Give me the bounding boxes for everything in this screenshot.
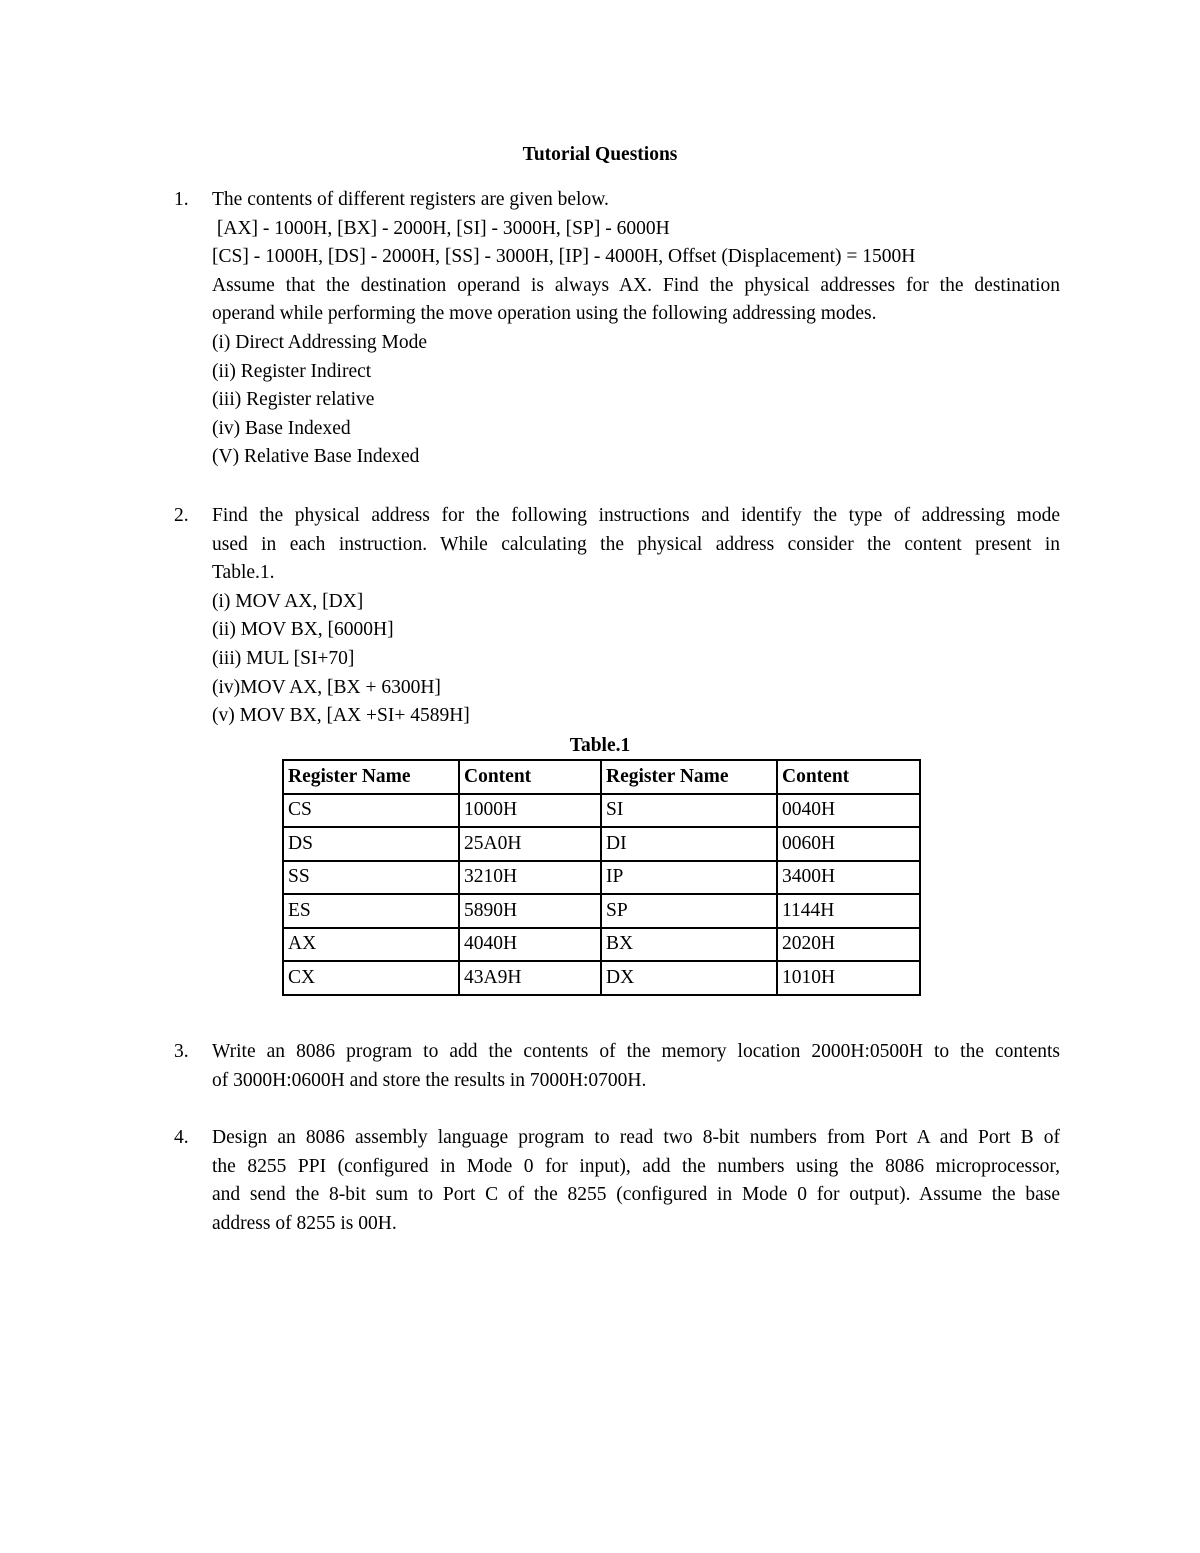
table-cell: ES	[283, 894, 459, 928]
addressing-mode-item: (i) Direct Addressing Mode	[212, 331, 427, 353]
addressing-mode-item: (iv) Base Indexed	[212, 417, 351, 439]
question-line: Table.1.	[212, 562, 275, 584]
table-cell: 25A0H	[459, 827, 601, 861]
table-cell: 5890H	[459, 894, 601, 928]
question-body	[212, 1038, 1060, 1095]
table-cell: 4040H	[459, 928, 601, 962]
question-line: used in each instruction. While calculating the physical address consider the content present in	[212, 533, 1060, 555]
table-cell: DS	[283, 827, 459, 861]
question-body	[212, 186, 1060, 472]
table-cell: SI	[601, 794, 777, 828]
question-line: operand while performing the move operation using the following addressing modes.	[212, 303, 877, 325]
table-caption: Table.1	[569, 735, 631, 756]
question-line: Design an 8086 assembly language program to read two 8-bit numbers from Port A and Port B of	[212, 1127, 1060, 1148]
table-cell: 0040H	[777, 794, 920, 828]
question-number: 2.	[174, 505, 189, 526]
table-cell: CX	[283, 961, 459, 995]
table-cell: 3210H	[459, 861, 601, 895]
table-cell: CS	[283, 794, 459, 828]
table-cell: 0060H	[777, 827, 920, 861]
question-line: Find the physical address for the following instructions and identify the type of addressing mode	[212, 505, 1060, 526]
table-row	[283, 894, 920, 928]
table-row	[283, 928, 920, 962]
page-title: Tutorial Questions	[522, 144, 678, 165]
question-line: the 8255 PPI (configured in Mode 0 for input), add the numbers using the 8086 microprocessor,	[212, 1155, 1060, 1177]
question-line: address of 8255 is 00H.	[212, 1212, 397, 1234]
question-line: [AX] - 1000H, [BX] - 2000H, [SI] - 3000H, [SP] - 6000H	[212, 217, 670, 239]
table-cell: BX	[601, 928, 777, 962]
table-cell: 1000H	[459, 794, 601, 828]
question-line: of 3000H:0600H and store the results in 7000H:0700H.	[212, 1069, 647, 1091]
table-cell: SP	[601, 894, 777, 928]
addressing-mode-item: (ii) Register Indirect	[212, 360, 372, 382]
instruction-item: (i) MOV AX, [DX]	[212, 590, 364, 612]
addressing-mode-item: (V) Relative Base Indexed	[212, 446, 420, 468]
register-table	[282, 759, 921, 996]
table-row	[283, 861, 920, 895]
table-cell: AX	[283, 928, 459, 962]
table-cell: 1010H	[777, 961, 920, 995]
table-cell: SS	[283, 861, 459, 895]
question-line: Assume that the destination operand is always AX. Find the physical addresses for the destination	[212, 274, 1060, 296]
question-line: Write an 8086 program to add the contents of the memory location 2000H:0500H to the contents	[212, 1041, 1060, 1062]
question-body	[212, 1124, 1060, 1238]
instruction-item: (ii) MOV BX, [6000H]	[212, 619, 394, 641]
question-body	[212, 502, 1060, 731]
question-line: [CS] - 1000H, [DS] - 2000H, [SS] - 3000H, [IP] - 4000H, Offset (Displacement) = 1500H	[212, 246, 916, 268]
instruction-item: (iii) MUL [SI+70]	[212, 647, 355, 669]
column-header: Content	[777, 760, 920, 794]
table-row	[283, 961, 920, 995]
table-cell: 1144H	[777, 894, 920, 928]
question-number: 1.	[174, 189, 189, 210]
table-row	[283, 827, 920, 861]
addressing-mode-item: (iii) Register relative	[212, 389, 375, 411]
table-cell: 43A9H	[459, 961, 601, 995]
question-number: 4.	[174, 1127, 189, 1148]
instruction-item: (iv)MOV AX, [BX + 6300H]	[212, 676, 441, 698]
table-row	[283, 794, 920, 828]
column-header: Register Name	[601, 760, 777, 794]
column-header: Content	[459, 760, 601, 794]
question-number: 3.	[174, 1041, 189, 1062]
instruction-item: (v) MOV BX, [AX +SI+ 4589H]	[212, 705, 470, 727]
table-header-row	[283, 760, 920, 794]
question-line: The contents of different registers are given below.	[212, 189, 609, 210]
table-cell: DX	[601, 961, 777, 995]
table-cell: 3400H	[777, 861, 920, 895]
question-line: and send the 8-bit sum to Port C of the 8255 (configured in Mode 0 for output). Assume the base	[212, 1184, 1060, 1206]
table-cell: IP	[601, 861, 777, 895]
table-cell: DI	[601, 827, 777, 861]
table-cell: 2020H	[777, 928, 920, 962]
column-header: Register Name	[283, 760, 459, 794]
